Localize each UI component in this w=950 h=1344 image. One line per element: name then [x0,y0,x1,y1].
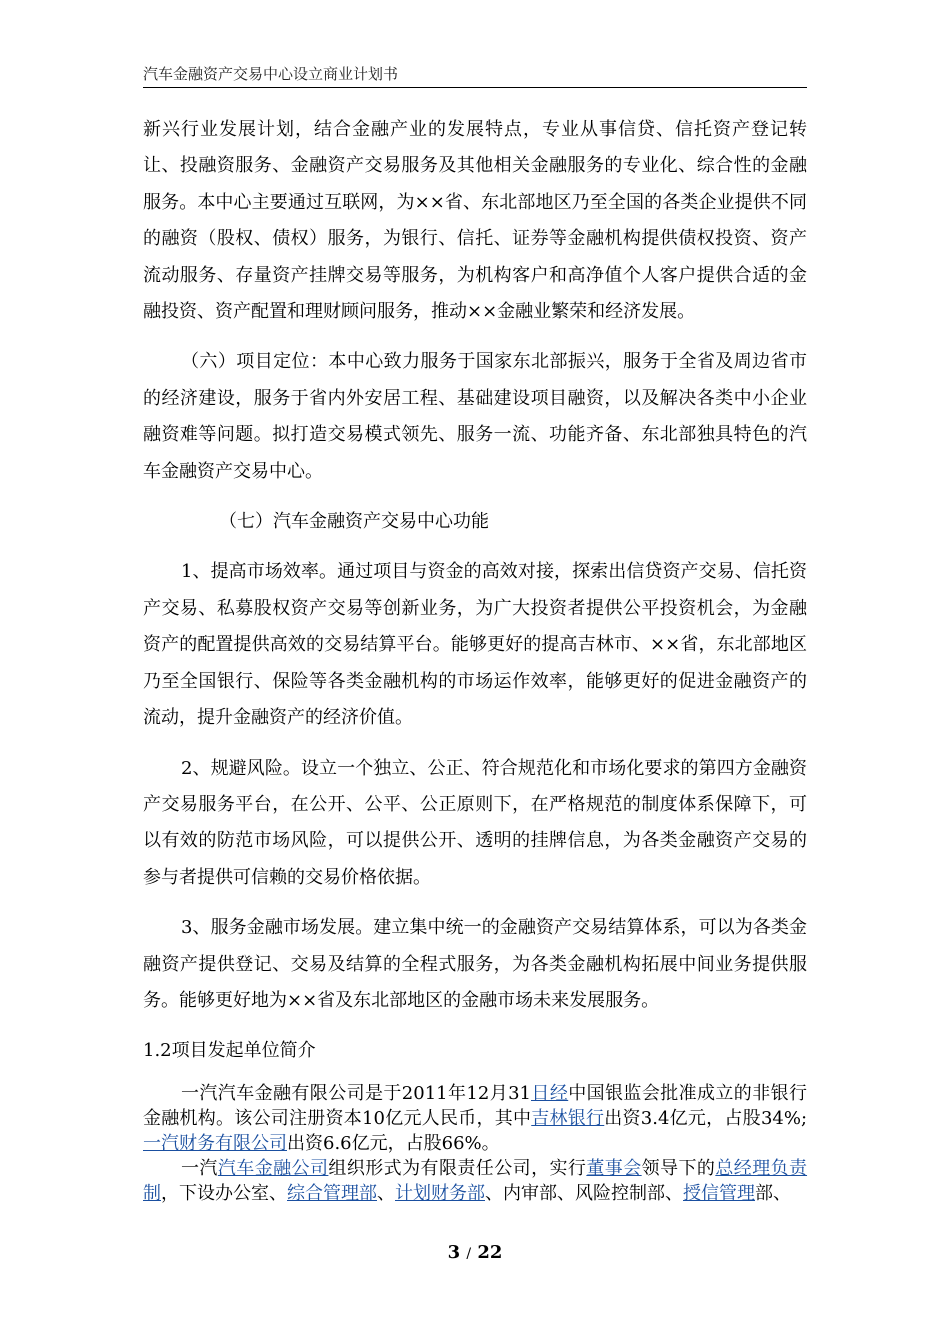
text-run: 、 [377,1182,395,1204]
document-body [143,112,807,1206]
text-run: ，下设办公室、 [161,1182,287,1204]
paragraph-function-2: 2、规避风险。设立一个独立、公正、符合规范化和市场化要求的第四方金融资产交易服务平台，在公开、公平、公正原则下，在严格规范的制度体系保障下，可以有效的防范市场风险，可以提供公开、透明的挂牌信息，为各类金融资产交易的参与者提供可信赖的交易价格依据。 [143,757,807,888]
text-run: 出资6.6亿元，占股66%。 [287,1132,500,1154]
current-page: 3 [447,1242,461,1263]
paragraph-function-1: 1、提高市场效率。通过项目与资金的高效对接，探索出信贷资产交易、信托资产交易、私募股权资产交易等创新业务，为广大投资者提供公平投资机会，为金融资产的配置提供高效的交易结算平台。能够更好的提高吉林市、××省，东北部地区乃至全国银行、保险等各类金融机构的市场运作效率，能够更好的促进金融资产的流动，提升金融资产的经济价值。 [143,561,807,729]
text-run: 中国银监会批准成立的非银行金融机构。该公司注册资本10亿元人民币，其中 [143,1082,808,1129]
section-heading-sponsor-intro: 1.2项目发起单位简介 [143,1040,316,1062]
text-run: 、内审部、风险控制部、 [485,1182,683,1204]
text-run: 部、 [755,1182,791,1204]
page-header [143,62,807,88]
link-board-of-directors[interactable]: 董事会 [586,1157,642,1179]
paragraph-project-positioning: （六）项目定位：本中心致力服务于国家东北部振兴，服务于全省及周边省市的经济建设，服务于省内外安居工程、基础建设项目融资，以及解决各类中小企业融资难等问题。拟打造交易模式领先、服务一流、功能齐备、东北部独具特色的汽车金融资产交易中心。 [143,351,807,482]
link-credit-management[interactable]: 授信管理 [683,1182,755,1204]
subheading-center-functions: （七）汽车金融资产交易中心功能 [219,511,489,533]
text-run: 一汽 [181,1157,218,1179]
text-run: 一汽汽车金融有限公司是于2011年12月31 [181,1082,532,1104]
link-rijing[interactable]: 日经 [531,1082,569,1104]
link-general-management-dept[interactable]: 综合管理部 [287,1182,377,1204]
document-title: 汽车金融资产交易中心设立商业计划书 [143,65,399,83]
link-jilin-bank[interactable]: 吉林银行 [531,1107,605,1129]
page-number [0,1242,950,1263]
text-run: 出资3.4亿元，占股34%; [604,1107,808,1129]
total-pages: 22 [477,1242,503,1263]
paragraph-company-overview [143,1081,807,1156]
link-planning-finance-dept[interactable]: 计划财务部 [395,1182,485,1204]
paragraph-company-structure [143,1156,807,1206]
page-separator: / [466,1246,472,1262]
link-faw-finance[interactable]: 一汽财务有限公司 [143,1132,287,1154]
link-auto-finance-company[interactable]: 汽车金融公司 [217,1157,329,1179]
paragraph-intro-continuation: 新兴行业发展计划，结合金融产业的发展特点，专业从事信贷、信托资产登记转让、投融资服务、金融资产交易服务及其他相关金融服务的专业化、综合性的金融服务。本中心主要通过互联网，为××省、东北部地区乃至全国的各类企业提供不同的融资（股权、债权）服务，为银行、信托、证券等金融机构提供债权投资、资产流动服务、存量资产挂牌交易等服务，为机构客户和高净值个人客户提供合适的金融投资、资产配置和理财顾问服务，推动××金融业繁荣和经济发展。 [143,119,807,323]
link-gm-responsibility[interactable]: 总经理负责制 [143,1157,808,1204]
paragraph-function-3: 3、服务金融市场发展。建立集中统一的金融资产交易结算体系，可以为各类金融资产提供登记、交易及结算的全程式服务，为各类金融机构拓展中间业务提供服务。能够更好地为××省及东北部地区的金融市场未来发展服务。 [143,917,807,1011]
text-run: 组织形式为有限责任公司，实行 [328,1157,587,1179]
text-run: 领导下的 [641,1157,716,1179]
